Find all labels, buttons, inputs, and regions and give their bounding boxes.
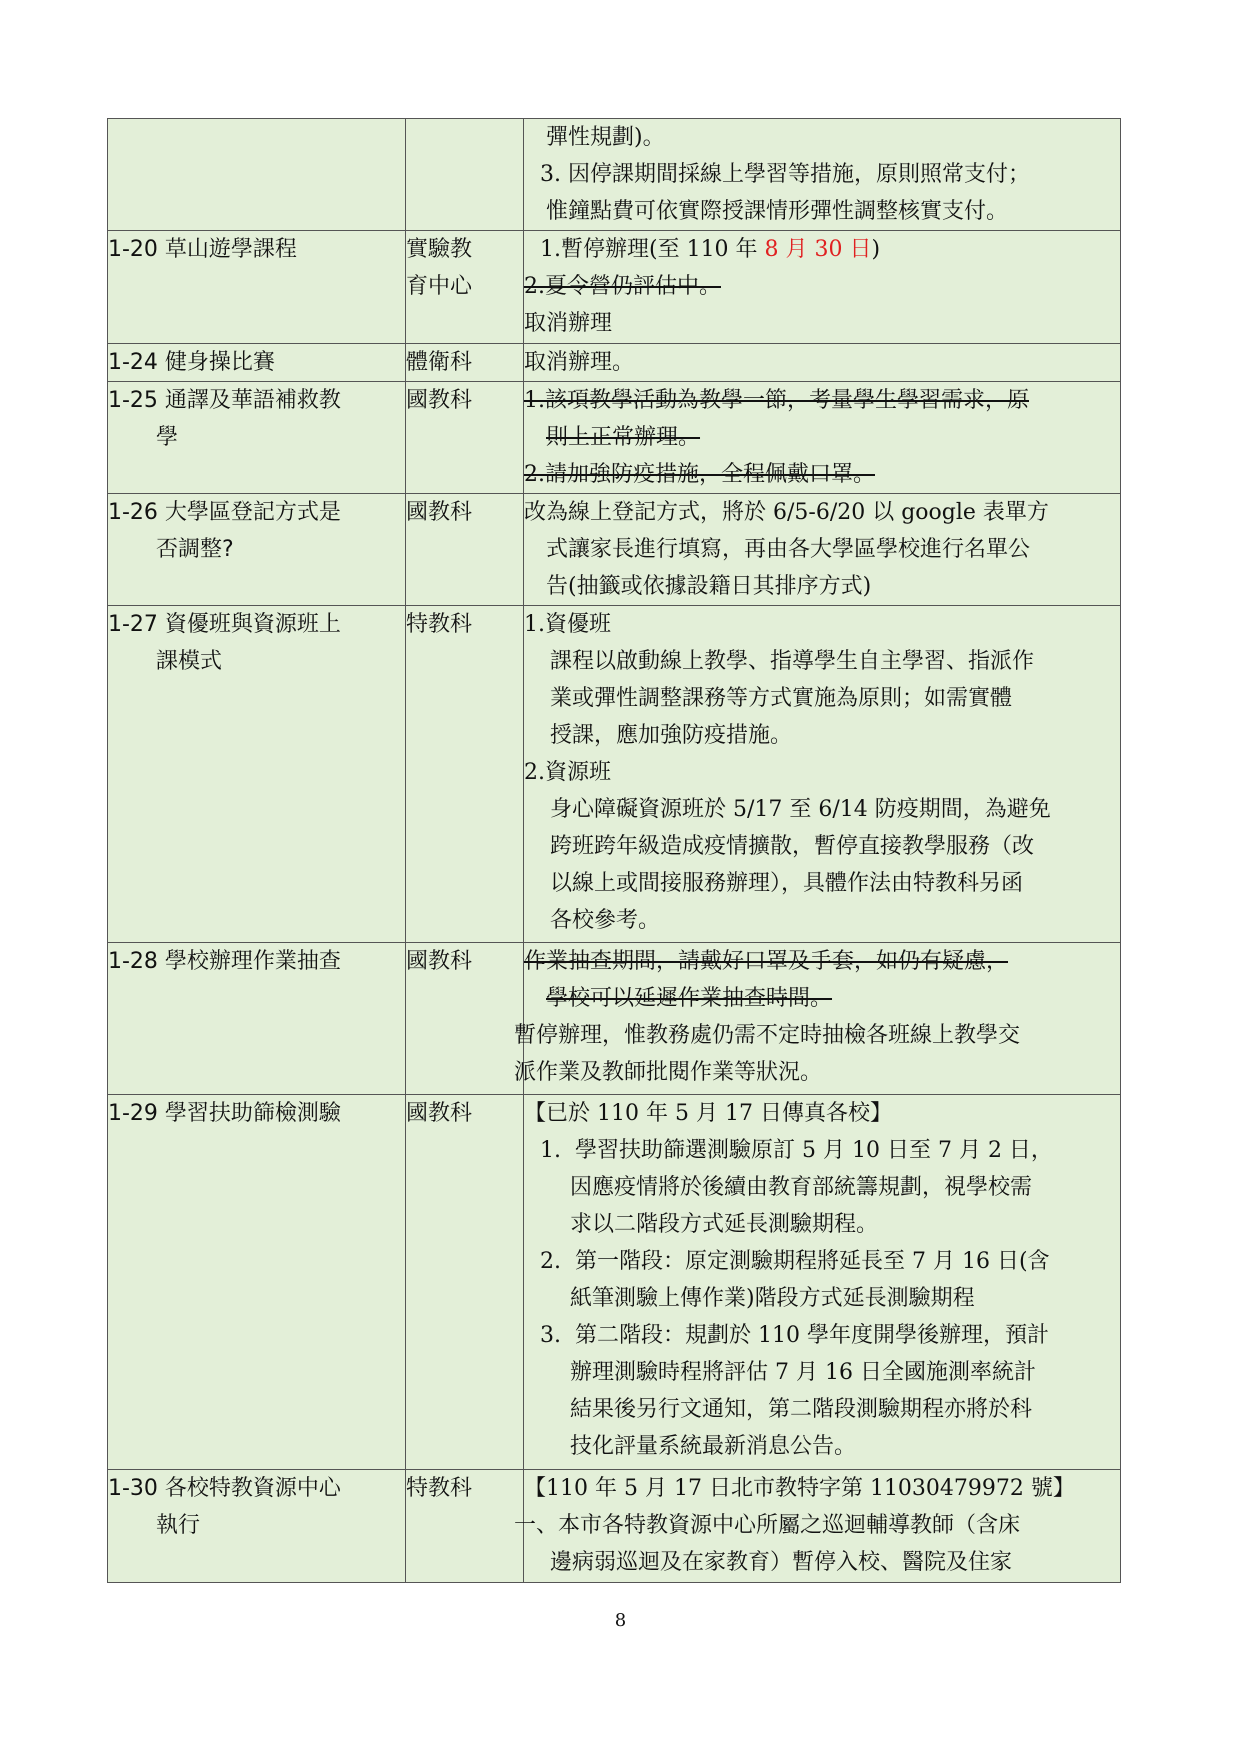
dept-cell: 國教科 [406,943,524,1095]
table-row [108,606,1121,943]
struck-text: 2.夏令營仍評估中。 [524,274,721,299]
table-row [108,494,1121,606]
item-cell: 1-28 學校辦理作業抽查 [108,943,406,1095]
measures-table [107,118,1121,1583]
table-row [108,1470,1121,1583]
dept-cell: 國教科 [406,1095,524,1470]
table-row [108,382,1121,494]
struck-text: 2.請加強防疫措施，全程佩戴口罩。 [524,462,875,487]
content-cell: 1.暫停辦理(至 110 年 8 月 30 日) 2.夏令營仍評估中。 取消辦理 [524,231,1121,344]
page-number: 8 [614,1610,627,1631]
item-cell: 1-30 各校特教資源中心 執行 [108,1470,406,1583]
struck-text: 1.該項教學活動為教學一節，考量學生學習需求，原 [524,388,1029,413]
table-row [108,1095,1121,1470]
table-row [108,119,1121,231]
item-cell: 1-24 健身操比賽 [108,344,406,382]
content-cell: 取消辦理。 [524,344,1121,382]
table-row [108,231,1121,344]
content-cell: 彈性規劃)。 3. 因停課期間採線上學習等措施，原則照常支付； 惟鐘點費可依實際授課情形彈性調整核實支付。 [524,119,1121,231]
dept-cell: 體衛科 [406,344,524,382]
content-cell: 【已於 110 年 5 月 17 日傳真各校】 1. 學習扶助篩選測驗原訂 5 月 10 日至 7 月 2 日， 因應疫情將於後續由教育部統籌規劃，視學校需 求以二階段方式延長測驗期程。 2. 第一階段：原定測驗期程將延長至 7 月 16 日(含 紙筆測驗上傳作業)階段方式延長測驗期程 3. 第二階段：規劃於 110 學年度開學後辦理，預計 辦理測驗時程將評估 7 月 16 日全國施測率統計 結果後另行文通知，第二階段測驗期程亦將於科 技化評量系統最新消息公告。 [524,1095,1121,1470]
item-cell: 1-25 通譯及華語補救教 學 [108,382,406,494]
dept-cell: 特教科 [406,606,524,943]
content-cell: 【110 年 5 月 17 日北市教特字第 11030479972 號】 一、本市各特教資源中心所屬之巡迴輔導教師（含床 邊病弱巡迴及在家教育）暫停入校、醫院及住家 [524,1470,1121,1583]
content-cell: 作業抽查期間，請戴好口罩及手套，如仍有疑慮， 學校可以延遲作業抽查時間。 暫停辦理，惟教務處仍需不定時抽檢各班線上教學交 派作業及教師批閱作業等狀況。 [524,943,1121,1095]
content-cell: 改為線上登記方式，將於 6/5-6/20 以 google 表單方 式讓家長進行填寫，再由各大學區學校進行名單公 告(抽籤或依據設籍日其排序方式) [524,494,1121,606]
item-cell: 1-26 大學區登記方式是 否調整? [108,494,406,606]
dept-cell: 國教科 [406,382,524,494]
item-cell: 1-20 草山遊學課程 [108,231,406,344]
dept-cell: 國教科 [406,494,524,606]
struck-text: 則上正常辦理。 [546,425,701,450]
item-cell [108,119,406,231]
dept-cell [406,119,524,231]
content-cell [524,382,1121,494]
table-row [108,344,1121,382]
struck-text: 作業抽查期間，請戴好口罩及手套，如仍有疑慮， [524,949,1009,974]
highlighted-date: 8 月 30 日 [764,237,872,262]
content-cell: 1.資優班 課程以啟動線上教學、指導學生自主學習、指派作 業或彈性調整課務等方式實施為原則；如需實體 授課，應加強防疫措施。 2.資源班 身心障礙資源班於 5/17 至 6/14 防疫期間，為避免 跨班跨年級造成疫情擴散，暫停直接教學服務（改 以線上或間接服務辦理），具體作法由特教科另函 各校參考。 [524,606,1121,943]
struck-text: 學校可以延遲作業抽查時間。 [546,986,833,1011]
dept-cell: 特教科 [406,1470,524,1583]
table-row [108,943,1121,1095]
dept-cell: 實驗教 育中心 [406,231,524,344]
item-cell: 1-29 學習扶助篩檢測驗 [108,1095,406,1470]
item-cell: 1-27 資優班與資源班上 課模式 [108,606,406,943]
